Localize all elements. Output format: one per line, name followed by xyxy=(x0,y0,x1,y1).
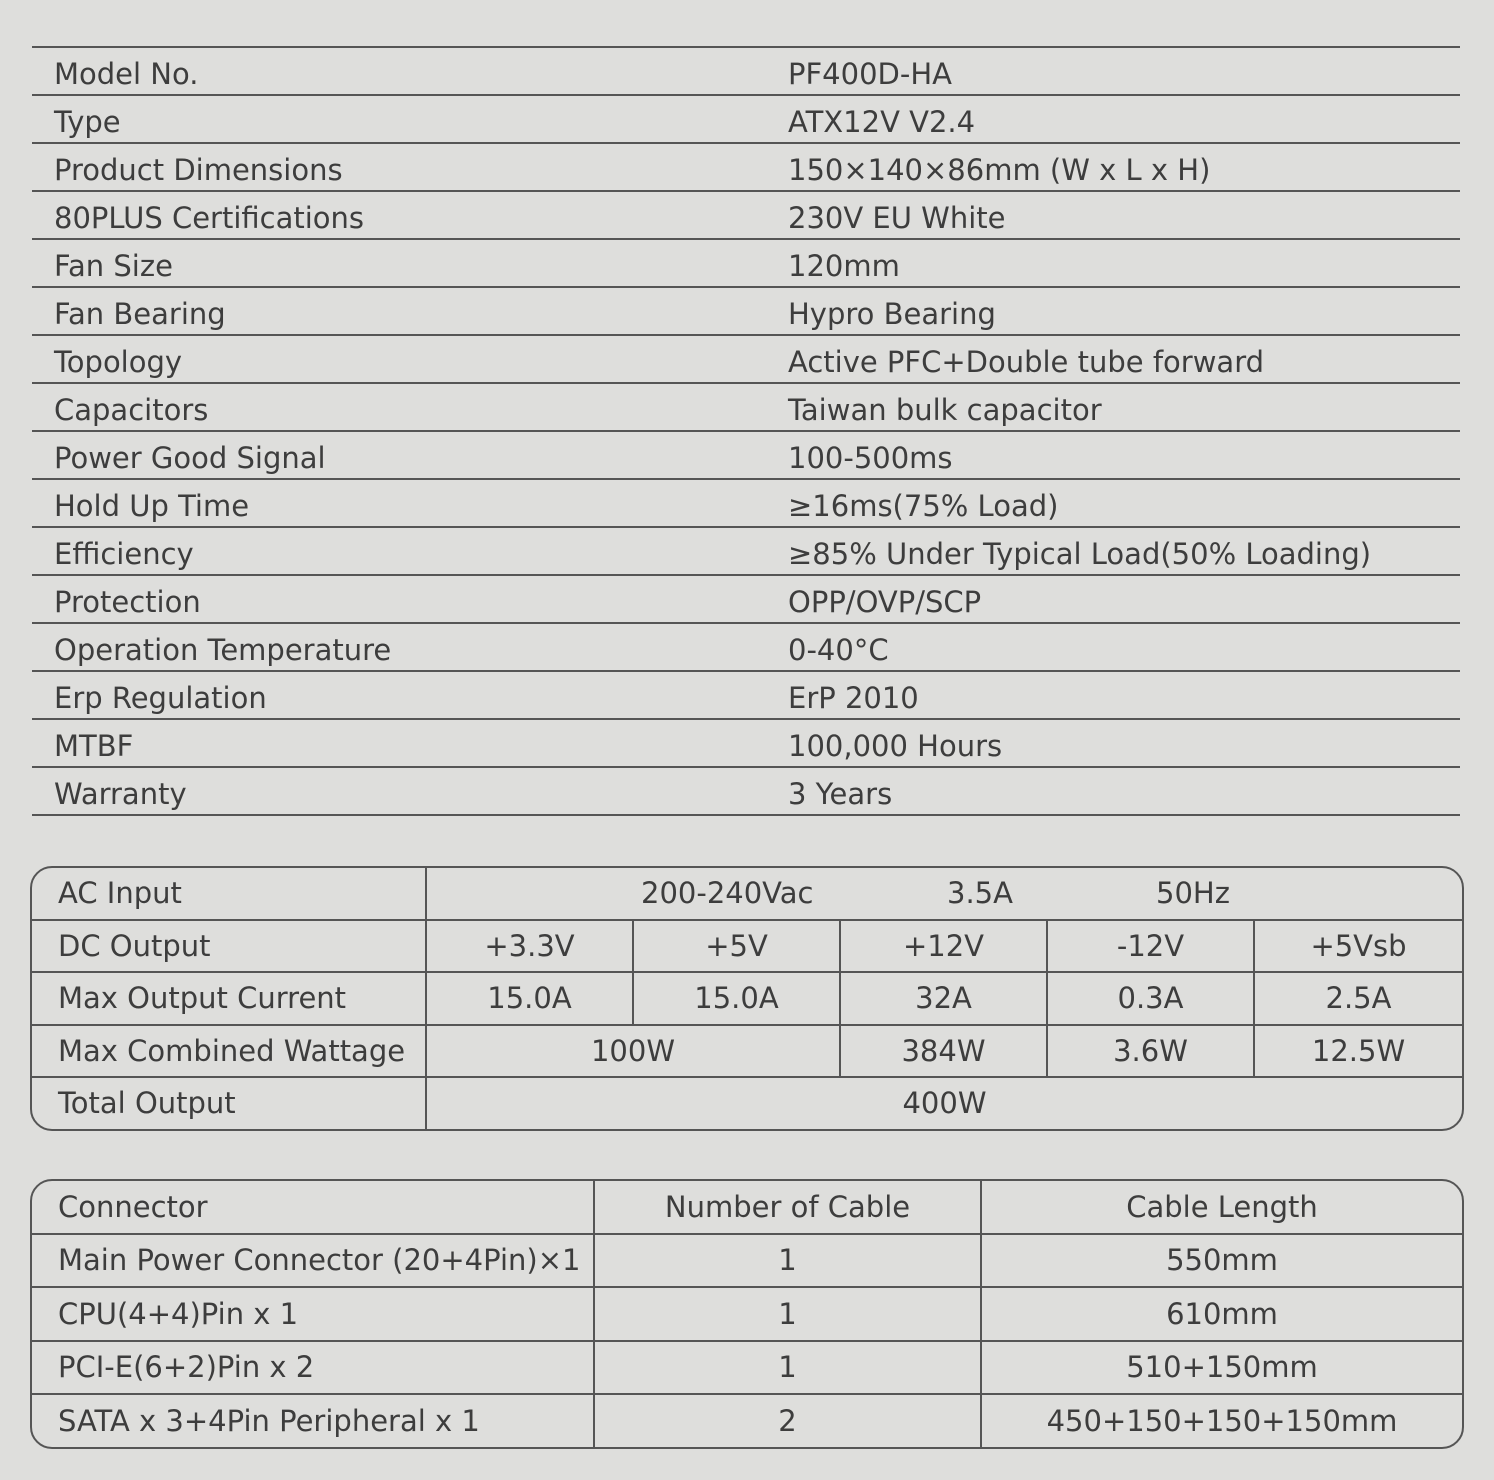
spec-value: 3 Years xyxy=(788,777,893,811)
spec-row-power-good xyxy=(32,432,1460,480)
spec-label: 80PLUS Certifications xyxy=(54,201,365,235)
max-current-label: Max Output Current xyxy=(32,973,427,1026)
spec-value: Active PFC+Double tube forward xyxy=(788,345,1265,379)
ac-input-label: AC Input xyxy=(32,868,427,921)
spec-row-model xyxy=(32,48,1460,96)
connector-name: SATA x 3+4Pin Peripheral x 1 xyxy=(32,1395,595,1447)
spec-row-efficiency xyxy=(32,528,1460,576)
combined-wattage-row xyxy=(32,1026,1462,1079)
combined-wattage-label: Max Combined Wattage xyxy=(32,1026,427,1079)
spec-row-mtbf xyxy=(32,720,1460,768)
rail-cell: +3.3V xyxy=(427,921,634,974)
spec-label: Operation Temperature xyxy=(54,633,392,667)
spec-row-80plus xyxy=(32,192,1460,240)
spec-label: MTBF xyxy=(54,729,134,763)
spec-value: ErP 2010 xyxy=(788,681,919,715)
spec-value: ≥16ms(75% Load) xyxy=(788,489,1059,523)
spec-row-capacitors xyxy=(32,384,1460,432)
spec-row-warranty xyxy=(32,768,1460,816)
spec-label: Capacitors xyxy=(54,393,209,427)
total-output-label: Total Output xyxy=(32,1078,427,1129)
spec-label: Efficiency xyxy=(54,537,194,571)
total-output-value: 400W xyxy=(902,1086,987,1121)
cable-count: 1 xyxy=(595,1342,982,1396)
spec-row-erp xyxy=(32,672,1460,720)
spec-value: Hypro Bearing xyxy=(788,297,996,331)
cable-length: 510+150mm xyxy=(982,1342,1462,1396)
cable-length: 450+150+150+150mm xyxy=(1046,1403,1398,1438)
spec-row-fan-size xyxy=(32,240,1460,288)
spec-row-type xyxy=(32,96,1460,144)
dc-output-label: DC Output xyxy=(32,921,427,974)
spec-value: Taiwan bulk capacitor xyxy=(788,393,1102,427)
connector-header-row xyxy=(32,1181,1462,1235)
spec-value: ATX12V V2.4 xyxy=(788,105,976,139)
max-current-row xyxy=(32,973,1462,1026)
power-table xyxy=(30,866,1464,1131)
ac-frequency: 50Hz xyxy=(1156,876,1230,911)
current-cell: 0.3A xyxy=(1048,973,1255,1026)
spec-value: 100-500ms xyxy=(788,441,953,475)
connector-row xyxy=(32,1395,1462,1447)
spec-label: Protection xyxy=(54,585,201,619)
cable-length: 550mm xyxy=(982,1235,1462,1289)
rail-cell: -12V xyxy=(1048,921,1255,974)
ac-current: 3.5A xyxy=(947,876,1013,911)
wattage-cell: 12.5W xyxy=(1255,1026,1462,1079)
spec-row-topology xyxy=(32,336,1460,384)
rail-cell: +5V xyxy=(634,921,841,974)
spec-label: Power Good Signal xyxy=(54,441,326,475)
connector-table xyxy=(30,1179,1464,1449)
wattage-cell: 3.6W xyxy=(1048,1026,1255,1079)
connector-row xyxy=(32,1235,1462,1289)
connector-name: CPU(4+4)Pin x 1 xyxy=(32,1288,595,1342)
spec-label: Hold Up Time xyxy=(54,489,250,523)
spec-row-fan-bearing xyxy=(32,288,1460,336)
wattage-cell: 384W xyxy=(841,1026,1048,1079)
connector-row xyxy=(32,1288,1462,1342)
current-cell: 2.5A xyxy=(1255,973,1462,1026)
header-cable-length: Cable Length xyxy=(982,1181,1462,1235)
spec-value: 230V EU White xyxy=(788,201,1006,235)
current-cell: 15.0A xyxy=(427,973,634,1026)
rail-cell: +5Vsb xyxy=(1255,921,1462,974)
spec-value: 100,000 Hours xyxy=(788,729,1003,763)
header-number-of-cable: Number of Cable xyxy=(595,1181,982,1235)
spec-label: Fan Bearing xyxy=(54,297,226,331)
spec-row-hold-up xyxy=(32,480,1460,528)
spec-label: Product Dimensions xyxy=(54,153,343,187)
spec-table xyxy=(32,46,1460,816)
ac-voltage: 200-240Vac xyxy=(641,876,814,911)
cable-count: 2 xyxy=(595,1395,982,1447)
wattage-cell: 100W xyxy=(427,1026,841,1079)
spec-label: Erp Regulation xyxy=(54,681,267,715)
connector-name: PCI-E(6+2)Pin x 2 xyxy=(32,1342,595,1396)
spec-label: Warranty xyxy=(54,777,187,811)
connector-row xyxy=(32,1342,1462,1396)
total-output-row xyxy=(32,1078,1462,1129)
ac-input-row xyxy=(32,868,1462,921)
dc-output-row xyxy=(32,921,1462,974)
ac-input-values xyxy=(427,868,1462,921)
cable-count: 1 xyxy=(595,1235,982,1289)
spec-label: Model No. xyxy=(54,57,199,91)
header-connector: Connector xyxy=(32,1181,595,1235)
spec-value: 0-40°C xyxy=(788,633,889,667)
spec-value: 150×140×86mm (W x L x H) xyxy=(788,153,1211,187)
spec-value: OPP/OVP/SCP xyxy=(788,585,982,619)
spec-label: Type xyxy=(54,105,121,139)
cable-count: 1 xyxy=(595,1288,982,1342)
rail-cell: +12V xyxy=(841,921,1048,974)
spec-label: Fan Size xyxy=(54,249,173,283)
cable-length: 610mm xyxy=(982,1288,1462,1342)
spec-value: PF400D-HA xyxy=(788,57,952,91)
spec-row-protection xyxy=(32,576,1460,624)
spec-value: 120mm xyxy=(788,249,900,283)
connector-name: Main Power Connector (20+4Pin)×1 xyxy=(32,1235,595,1289)
current-cell: 15.0A xyxy=(634,973,841,1026)
spec-label: Topology xyxy=(54,345,183,379)
spec-row-dimensions xyxy=(32,144,1460,192)
current-cell: 32A xyxy=(841,973,1048,1026)
spec-row-temperature xyxy=(32,624,1460,672)
spec-value: ≥85% Under Typical Load(50% Loading) xyxy=(788,537,1372,571)
